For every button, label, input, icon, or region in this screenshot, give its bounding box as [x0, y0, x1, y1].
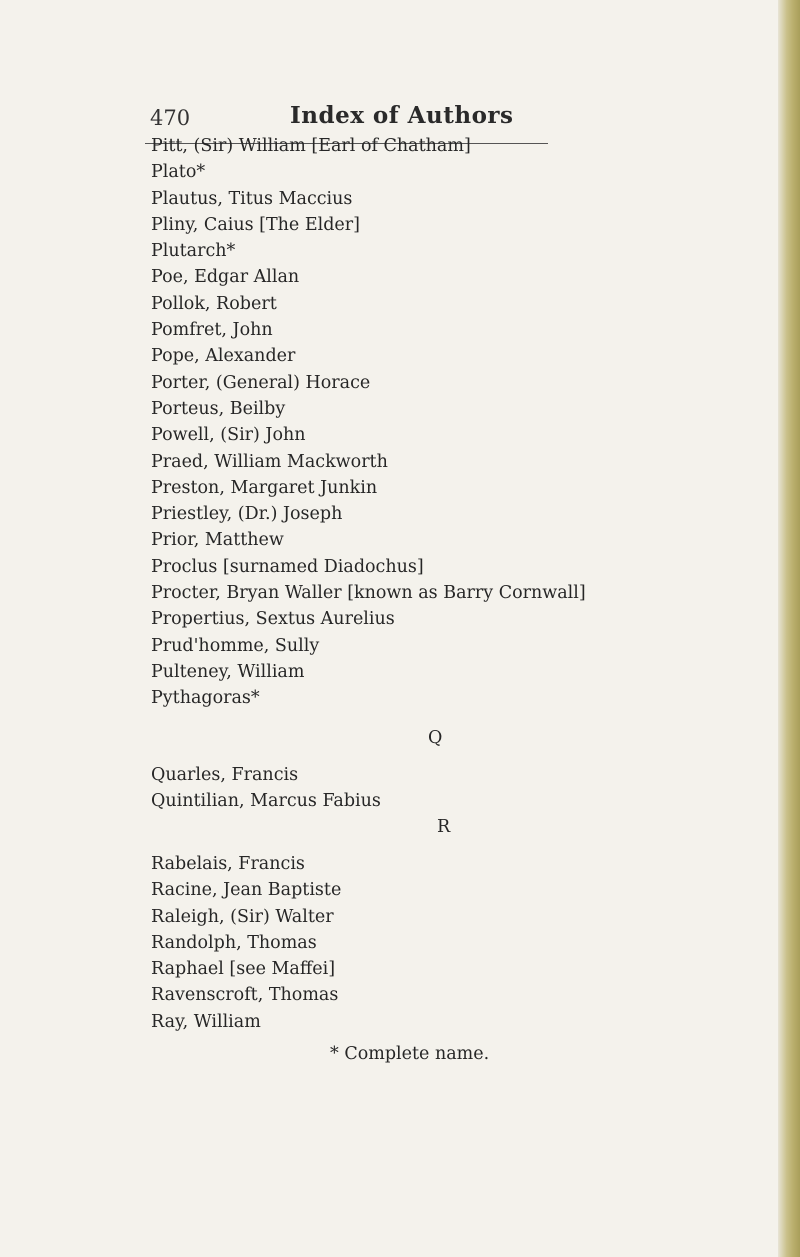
index-entry: Pope, Alexander [151, 346, 296, 367]
index-entry: Pythagoras* [151, 688, 260, 709]
index-entry: Plautus, Titus Maccius [151, 188, 353, 209]
index-entry: Racine, Jean Baptiste [151, 880, 342, 901]
index-entry: Raphael [see Maffei] [151, 959, 336, 980]
index-entry: Quintilian, Marcus Fabius [151, 791, 381, 812]
index-entry: Praed, William Mackworth [151, 451, 388, 472]
index-entry: Preston, Margaret Junkin [151, 477, 378, 498]
index-entry: Propertius, Sextus Aurelius [151, 609, 395, 630]
index-entry: Porteus, Beilby [151, 398, 286, 419]
page-number: 470 [150, 106, 191, 130]
section-letter-r: R [437, 817, 451, 837]
index-entry: Porter, (General) Horace [151, 372, 371, 393]
index-entry: Quarles, Francis [151, 765, 299, 785]
entries-r-list [151, 851, 751, 1035]
page-edge [778, 0, 800, 1257]
index-entry: Priestley, (Dr.) Joseph [151, 504, 343, 525]
index-entry: Plutarch* [151, 241, 236, 262]
section-letter-q: Q [428, 728, 443, 748]
index-entry: Pomfret, John [151, 320, 273, 341]
index-entry: Pitt, (Sir) William [Earl of Chatham] [151, 136, 471, 156]
index-entry: Ray, William [151, 1011, 261, 1032]
index-entry: Prud'homme, Sully [151, 635, 320, 656]
index-entry: Pliny, Caius [The Elder] [151, 214, 360, 235]
index-entry: Poe, Edgar Allan [151, 267, 300, 288]
index-entry: Rabelais, Francis [151, 854, 305, 874]
index-entry: Prior, Matthew [151, 530, 284, 551]
index-entry: Procter, Bryan Waller [known as Barry Cornwall] [151, 583, 586, 604]
index-entry: Plato* [151, 162, 206, 183]
index-entry: Powell, (Sir) John [151, 425, 306, 446]
page-header [0, 96, 800, 136]
index-entry: Ravenscroft, Thomas [151, 985, 339, 1006]
index-entry: Randolph, Thomas [151, 932, 317, 953]
entries-p-list [151, 133, 751, 712]
index-entry: Raleigh, (Sir) Walter [151, 906, 334, 927]
index-entry: Pulteney, William [151, 661, 305, 682]
index-entry: Pollok, Robert [151, 293, 277, 314]
entries-q-list [151, 762, 751, 815]
footnote: * Complete name. [330, 1044, 490, 1064]
running-title: Index of Authors [290, 102, 514, 129]
index-entry: Proclus [surnamed Diadochus] [151, 556, 424, 577]
